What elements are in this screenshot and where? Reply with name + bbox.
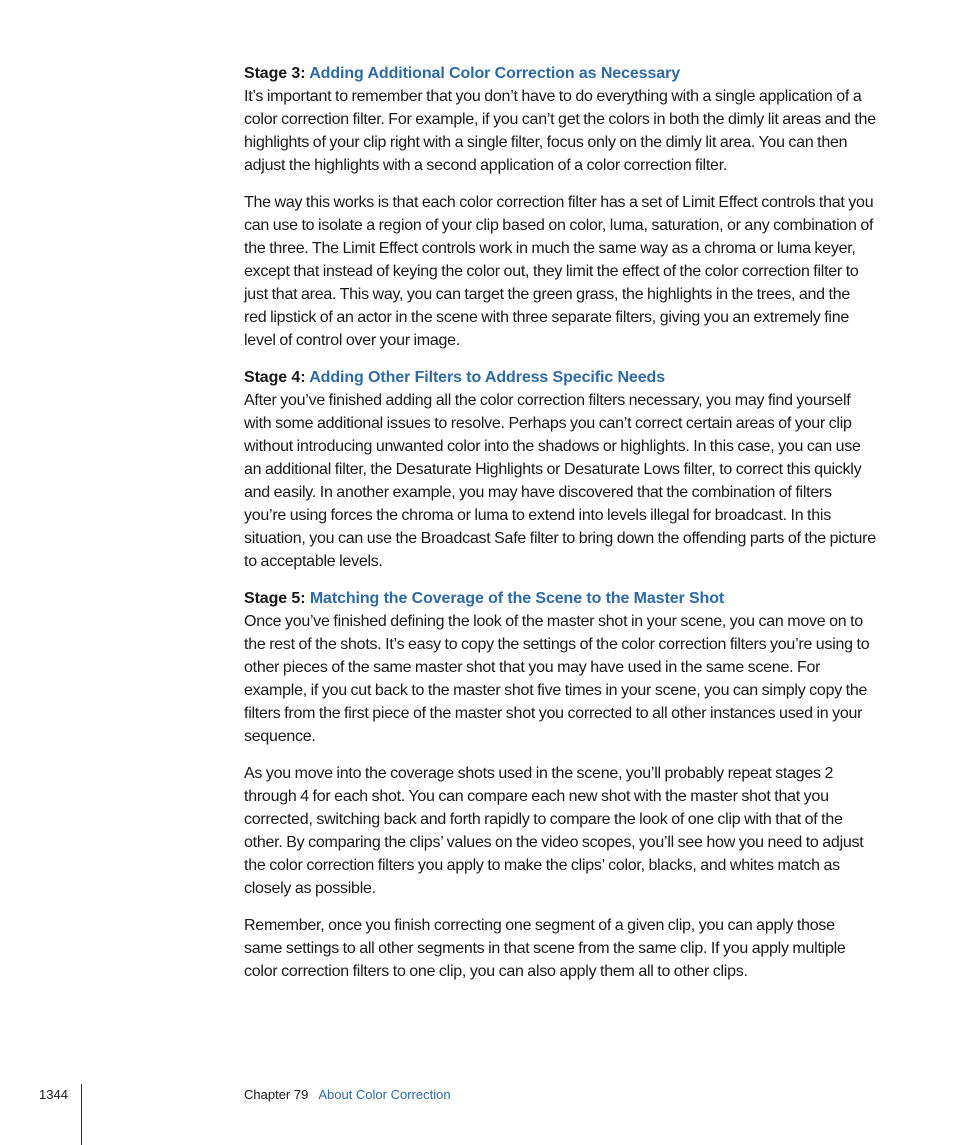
stage-5-paragraph-2: As you move into the coverage shots used in the scene, you’ll probably repeat stages 2 through 4 for each shot. You can compare each new shot with the master shot that you corrected, switching back and forth rapidly to compare the look of one clip with that of the other. By comparing the clips’ values on the video scopes, you’ll see how you need to adjust the color correction filters you apply to make the clips’ color, blacks, and whites match as closely as possible. xyxy=(244,765,864,897)
stage-3-paragraph-2: The way this works is that each color correction filter has a set of Limit Effect controls that you can use to isolate a region of your clip based on color, luma, saturation, or any combination of the three. The Limit Effect controls work in much the same way as a chroma or luma keyer, except that instead of keying the color out, they limit the effect of the color correction filter to just that area. This way, you can target the green grass, the highlights in the trees, and the red lipstick of an actor in the scene with three separate filters, giving you an extremely fine level of control over your image. xyxy=(244,194,874,349)
stage-3-title-link[interactable]: Adding Additional Color Correction as Necessary xyxy=(309,65,680,82)
chapter-title-link[interactable]: About Color Correction xyxy=(318,1087,451,1102)
stage-4-label: Stage 4: xyxy=(244,369,306,386)
stage-5-heading xyxy=(244,587,876,610)
stage-5-paragraph-3: Remember, once you finish correcting one segment of a given clip, you can apply those same settings to all other segments in that scene from the same clip. If you apply multiple color correction filters to one clip, you can also apply them all to other clips. xyxy=(244,917,846,980)
stage-4-heading xyxy=(244,366,876,389)
stage-5-label: Stage 5: xyxy=(244,590,306,607)
stage-3-heading xyxy=(244,62,876,85)
chapter-label: Chapter 79 xyxy=(244,1087,309,1102)
footer-divider xyxy=(81,1084,82,1145)
stage-4-title-link[interactable]: Adding Other Filters to Address Specific Needs xyxy=(309,369,665,386)
stage-4-paragraph-1: After you’ve finished adding all the color correction filters necessary, you may find yourself with some additional issues to resolve. Perhaps you can’t correct certain areas of your clip without introducing unwanted color into the shadows or highlights. In this case, you can use an additional filter, the Desaturate Highlights or Desaturate Lows filter, to correct this quickly and easily. In another example, you may have discovered that the combination of filters you’re using forces the chroma or luma to extend into levels illegal for broadcast. In this situation, you can use the Broadcast Safe filter to bring down the offending parts of the picture to acceptable levels. xyxy=(244,392,876,570)
footer-chapter xyxy=(244,1087,451,1102)
page-content xyxy=(244,62,876,997)
stage-3-label: Stage 3: xyxy=(244,65,306,82)
stage-3-paragraph-1: It’s important to remember that you don’t have to do everything with a single application of a color correction filter. For example, if you can’t get the colors in both the dimly lit areas and the highlights of your clip right with a single filter, focus only on the dimly lit area. You can then adjust the highlights with a second application of a color correction filter. xyxy=(244,88,876,174)
stage-5-paragraph-1: Once you’ve finished defining the look of the master shot in your scene, you can move on to the rest of the shots. It’s easy to copy the settings of the color correction filters you’re using to other pieces of the same master shot that you may have used in the same scene. For example, if you cut back to the master shot five times in your scene, you can simply copy the filters from the first piece of the master shot you corrected to all other instances used in your sequence. xyxy=(244,613,870,745)
page-number: 1344 xyxy=(39,1087,68,1102)
stage-5-title-link[interactable]: Matching the Coverage of the Scene to the Master Shot xyxy=(309,590,725,607)
